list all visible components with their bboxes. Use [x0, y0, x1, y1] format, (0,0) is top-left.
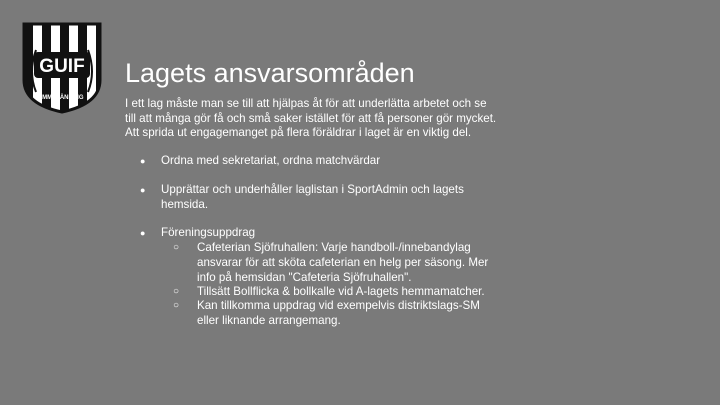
slide-title: Lagets ansvarsområden — [125, 58, 415, 88]
logo-text: GUIF — [39, 56, 85, 77]
sub-item-text: eller liknande arrangemang. — [197, 314, 341, 327]
logo-subtext: IMMELÄNNING — [40, 95, 84, 101]
sub-item-text: Tillsätt Bollflicka & bollkalle vid A-lagets hemmamatcher. — [197, 285, 485, 298]
list-item-text: Ordna med sekretariat, ordna matchvärdar — [161, 154, 381, 167]
club-logo-icon — [20, 22, 104, 114]
sub-item-text: info på hemsidan "Cafeteria Sjöfruhallen". — [197, 271, 412, 284]
list-item-text: Upprättar och underhåller laglistan i SportAdmin och lagets — [161, 183, 464, 196]
sub-bullet-icon: ○ — [173, 286, 180, 297]
sub-item-text: Cafeterian Sjöfruhallen: Varje handboll-/innebandylag — [197, 241, 471, 254]
list-item-text: Föreningsuppdrag — [161, 226, 256, 239]
list-item-text: hemsida. — [161, 198, 209, 211]
intro-line: I ett lag måste man se till att hjälpas åt för att underlätta arbetet och se — [125, 97, 487, 110]
intro-paragraph — [125, 97, 525, 141]
intro-line: Att sprida ut engagemanget på flera föräldrar i laget är en viktig del. — [125, 126, 472, 139]
sub-bullet-icon: ○ — [173, 300, 180, 311]
sub-item-text: Kan tillkomma uppdrag vid exempelvis distriktslags-SM — [197, 299, 480, 312]
sub-bullet-icon: ○ — [173, 242, 180, 253]
bullet-icon: ● — [140, 156, 146, 166]
sub-item-text: ansvarar för att sköta cafeterian en helg per säsong. Mer — [197, 256, 489, 269]
intro-line: till att många gör få och små saker istället för att få personer gör mycket. — [125, 111, 497, 125]
bullet-icon: ● — [140, 228, 146, 238]
bullet-icon: ● — [140, 185, 146, 195]
